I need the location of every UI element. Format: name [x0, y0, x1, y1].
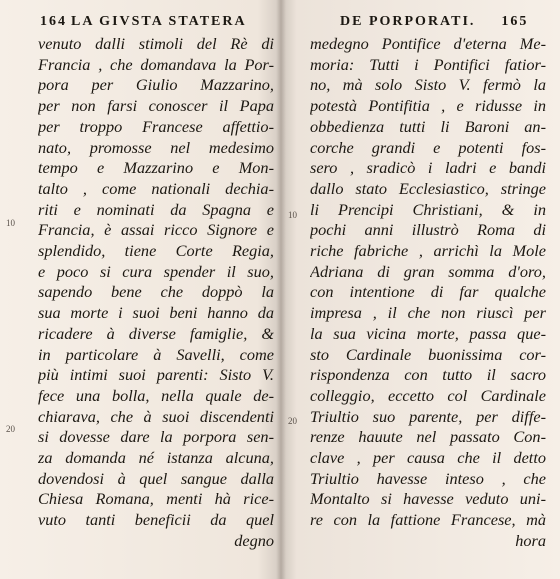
text-line: chiarava, che à suoi discendenti: [38, 406, 274, 426]
text-line: riti e nominati da Spagna e: [38, 199, 274, 219]
right-page-header: [340, 14, 528, 30]
text-line: con intentione di far qualche: [310, 282, 546, 302]
right-page-number: 165: [501, 14, 529, 29]
text-line: pora per Giulio Mazzarino,: [38, 75, 274, 95]
text-line: Triultio suo parente, per diffe-: [310, 406, 546, 426]
text-line: moria: Tutti i Pontifici fatior-: [310, 54, 546, 74]
text-line: potestà Pontifitia , e ridusse in: [310, 96, 546, 116]
left-line-marker-20: 20: [6, 424, 15, 434]
text-line: riche fabriche , arrichì la Mole: [310, 241, 546, 261]
text-line: venuto dalli stimoli del Rè di: [38, 34, 274, 53]
text-line: talto , come nationali dechia-: [38, 178, 274, 198]
text-line: in particolare à Savelli, come: [38, 344, 274, 364]
text-line: Chiesa Romana, menti hà rice-: [38, 489, 274, 509]
text-line: rispondenza con tutto il sacro: [310, 365, 546, 385]
catchword: degno: [234, 530, 274, 550]
text-line: Francia, è assai ricco Signore e: [38, 220, 274, 240]
text-line: per troppo Francese affettio-: [38, 116, 274, 136]
text-line: fece una bolla, nella quale de-: [38, 385, 274, 405]
left-page-number: 164: [40, 14, 67, 29]
left-line-marker-10: 10: [6, 218, 15, 228]
text-line: nato, promosse nel medesimo: [38, 137, 274, 157]
text-line: no, mà solo Sisto V. fermò la: [310, 75, 546, 95]
text-line: sto Cardinale buonissima cor-: [310, 344, 546, 364]
left-text-block: [38, 34, 274, 552]
right-page: [280, 0, 560, 579]
text-line: clave , per causa che il detto: [310, 448, 546, 468]
text-line: splendido, tiene Corte Regia,: [38, 241, 274, 261]
right-line-marker-20: 20: [288, 416, 297, 426]
text-line: obbedienza tutti li Baroni an-: [310, 116, 546, 136]
text-line: sero , sradicò i ladri e bandi: [310, 158, 546, 178]
text-line: sua morte i suoi beni hanno da: [38, 303, 274, 323]
text-line: corche grandi e potenti fos-: [310, 137, 546, 157]
text-line: tempo e Mazzarino e Mon-: [38, 158, 274, 178]
text-line: la sua vicina morte, passa que-: [310, 323, 546, 343]
text-line: li Prencipi Christiani, & in: [310, 199, 546, 219]
text-line: za domanda né istanza alcuna,: [38, 448, 274, 468]
left-running-head: LA GIVSTA STATERA: [71, 14, 247, 29]
catchword: hora: [515, 530, 546, 550]
text-line: impresa , il che non riuscì per: [310, 303, 546, 323]
text-line: Adriana di gran somma d'oro,: [310, 261, 546, 281]
right-running-head: DE PORPORATI.: [340, 14, 476, 29]
text-line: vuto tanti beneficii da quel: [38, 510, 274, 530]
text-line: ricadere à diverse famiglie, &: [38, 323, 274, 343]
text-line: renze hauute nel passato Con-: [310, 427, 546, 447]
text-line: re con la fattione Francese, mà: [310, 510, 546, 530]
right-line-marker-10: 10: [288, 210, 297, 220]
text-line: per non farsi conoscer il Papa: [38, 96, 274, 116]
text-line: sapendo bene che doppò la: [38, 282, 274, 302]
text-line: Triultio havesse inteso , che: [310, 468, 546, 488]
text-line: si dovesse dare la porpora sen-: [38, 427, 274, 447]
text-line: e poco si cura spender il suo,: [38, 261, 274, 281]
text-line: dallo stato Ecclesiastico, stringe: [310, 178, 546, 198]
text-line: Montalto si havesse veduto uni-: [310, 489, 546, 509]
text-line: Francia , che domandava la Por-: [38, 54, 274, 74]
text-line: più intimi suoi parenti: Sisto V.: [38, 365, 274, 385]
text-line: medegno Pontifice d'eterna Me-: [310, 34, 546, 53]
text-line: pochi anni illustrò Roma di: [310, 220, 546, 240]
left-page-header: [40, 14, 247, 30]
text-line: colleggio, eccetto col Cardinale: [310, 385, 546, 405]
right-text-block: [310, 34, 546, 552]
text-line: dovendosi à quel sangue dalla: [38, 468, 274, 488]
